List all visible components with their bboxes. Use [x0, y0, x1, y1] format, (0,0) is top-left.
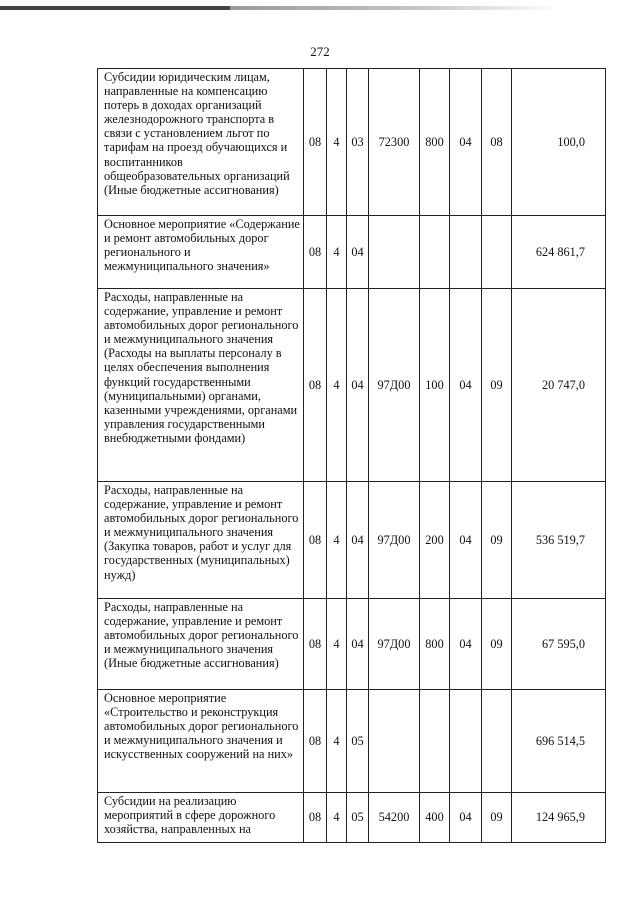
code-subsection: 09 — [482, 793, 512, 843]
code-section: 04 — [450, 599, 482, 690]
code-subprogram: 4 — [327, 289, 347, 482]
code-direction: 97Д00 — [369, 599, 420, 690]
code-section — [450, 216, 482, 289]
code-direction: 97Д00 — [369, 482, 420, 599]
row-name: Расходы, направленные на содержание, управление и ремонт автомобильных дорог регионального и межмуниципального значения (Закупка товаров, работ и услуг для государственных (муниципальных) нужд) — [98, 482, 304, 599]
code-expense-type: 100 — [420, 289, 450, 482]
code-subsection — [482, 690, 512, 793]
table-row — [98, 599, 606, 690]
amount: 67 595,0 — [512, 599, 606, 690]
code-program: 08 — [304, 216, 327, 289]
code-section — [450, 690, 482, 793]
code-measure: 04 — [347, 482, 369, 599]
table-row — [98, 690, 606, 793]
code-subprogram: 4 — [327, 690, 347, 793]
code-measure: 05 — [347, 690, 369, 793]
row-name: Расходы, направленные на содержание, управление и ремонт автомобильных дорог регионального и межмуниципального значения (Расходы на выплаты персоналу в целях обеспечения выполнения функций государственными (муниципальными) органами, казенными учреждениями, органами управления государственными внебюджетными фондами) — [98, 289, 304, 482]
code-measure: 05 — [347, 793, 369, 843]
code-expense-type: 400 — [420, 793, 450, 843]
amount: 536 519,7 — [512, 482, 606, 599]
code-program: 08 — [304, 599, 327, 690]
code-measure: 04 — [347, 599, 369, 690]
code-direction: 97Д00 — [369, 289, 420, 482]
code-direction: 54200 — [369, 793, 420, 843]
amount: 696 514,5 — [512, 690, 606, 793]
code-section: 04 — [450, 289, 482, 482]
row-name: Основное мероприятие «Содержание и ремонт автомобильных дорог регионального и межмуниципального значения» — [98, 216, 304, 289]
amount: 100,0 — [512, 69, 606, 216]
table-row — [98, 289, 606, 482]
code-subsection: 09 — [482, 482, 512, 599]
page-number: 272 — [310, 44, 330, 59]
row-name: Расходы, направленные на содержание, управление и ремонт автомобильных дорог регионального и межмуниципального значения (Иные бюджетные ассигнования) — [98, 599, 304, 690]
code-subprogram: 4 — [327, 69, 347, 216]
code-program: 08 — [304, 793, 327, 843]
code-subprogram: 4 — [327, 793, 347, 843]
scan-top-rule — [0, 6, 640, 10]
row-name: Субсидии юридическим лицам, направленные на компенсацию потерь в доходах организаций железнодорожного транспорта в связи с установлением льгот по тарифам на проезд обучающихся и воспитанников общеобразовательных организаций (Иные бюджетные ассигнования) — [98, 69, 304, 216]
code-subsection: 08 — [482, 69, 512, 216]
table-row — [98, 793, 606, 843]
amount: 124 965,9 — [512, 793, 606, 843]
code-expense-type — [420, 690, 450, 793]
code-subsection: 09 — [482, 289, 512, 482]
code-program: 08 — [304, 69, 327, 216]
code-program: 08 — [304, 482, 327, 599]
code-section: 04 — [450, 482, 482, 599]
row-name: Основное мероприятие «Строительство и реконструкция автомобильных дорог регионального и межмуниципального значения и искусственных сооружений на них» — [98, 690, 304, 793]
code-direction — [369, 690, 420, 793]
code-measure: 03 — [347, 69, 369, 216]
code-program: 08 — [304, 690, 327, 793]
table-row — [98, 216, 606, 289]
code-section: 04 — [450, 69, 482, 216]
amount: 624 861,7 — [512, 216, 606, 289]
budget-table — [97, 68, 606, 843]
code-expense-type: 800 — [420, 69, 450, 216]
code-measure: 04 — [347, 216, 369, 289]
code-subprogram: 4 — [327, 599, 347, 690]
code-subsection: 09 — [482, 599, 512, 690]
code-direction — [369, 216, 420, 289]
row-name: Субсидии на реализацию мероприятий в сфере дорожного хозяйства, направленных на — [98, 793, 304, 843]
code-measure: 04 — [347, 289, 369, 482]
code-expense-type: 200 — [420, 482, 450, 599]
code-subprogram: 4 — [327, 482, 347, 599]
code-expense-type — [420, 216, 450, 289]
amount: 20 747,0 — [512, 289, 606, 482]
table-row — [98, 482, 606, 599]
code-subsection — [482, 216, 512, 289]
table-row — [98, 69, 606, 216]
code-section: 04 — [450, 793, 482, 843]
code-subprogram: 4 — [327, 216, 347, 289]
code-expense-type: 800 — [420, 599, 450, 690]
code-direction: 72300 — [369, 69, 420, 216]
code-program: 08 — [304, 289, 327, 482]
